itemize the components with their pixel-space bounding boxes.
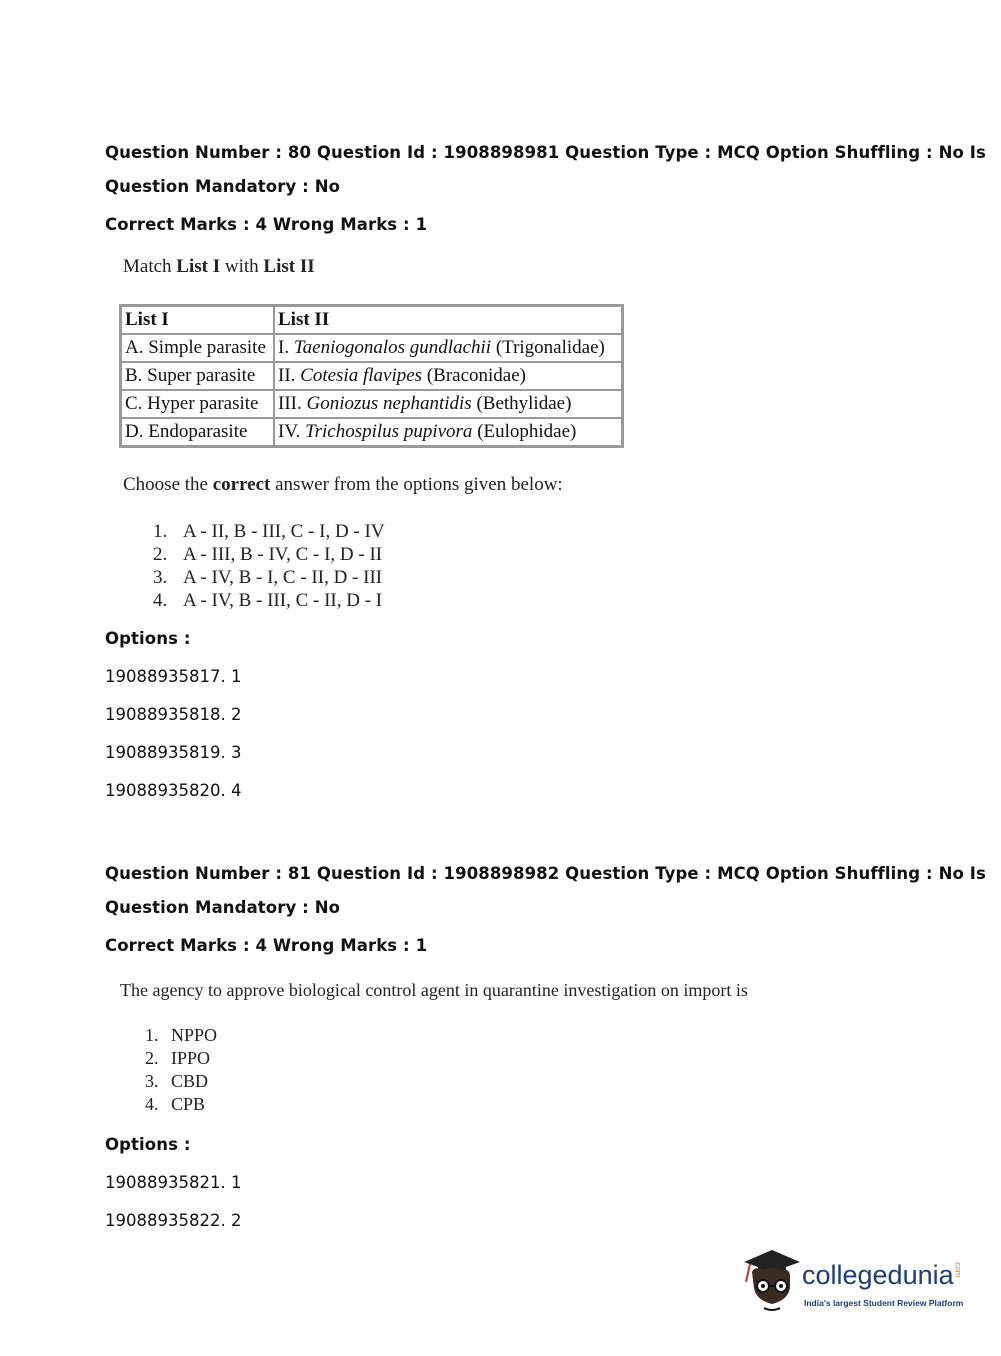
q81-options-label: Options : [105, 1135, 191, 1154]
logo-tagline: India's largest Student Review Platform [804, 1298, 964, 1308]
table-cell-left: C. Hyper parasite [121, 390, 274, 418]
list-item: 1. A - II, B - III, C - I, D - IV [153, 521, 385, 542]
q80-header-line2: Question Mandatory : No [105, 177, 341, 196]
q80-options-label: Options : [105, 629, 191, 648]
q80-choice-list [153, 520, 385, 612]
list-item: 2. A - III, B - IV, C - I, D - II [153, 544, 383, 565]
table-cell-left: A. Simple parasite [121, 334, 274, 362]
q80-option-1: 19088935817. 1 [105, 667, 242, 686]
table-cell-right: II. Cotesia flavipes (Braconidae) [274, 362, 622, 390]
q81-option-2: 19088935822. 2 [105, 1211, 242, 1230]
collegedunia-logo [740, 1248, 970, 1318]
table-row [121, 390, 622, 418]
q80-option-2: 19088935818. 2 [105, 705, 242, 724]
q81-header-line1: Question Number : 81 Question Id : 1908898982 Question Type : MCQ Option Shuffling : No Is [105, 864, 986, 883]
table-cell-left: D. Endoparasite [121, 418, 274, 446]
table-header-row [121, 306, 622, 334]
list-item: 3. CBD [145, 1071, 209, 1091]
logo-wordmark: collegedunia.com [802, 1260, 963, 1290]
list-item: 2. IPPO [145, 1048, 211, 1068]
table-cell-left: B. Super parasite [121, 362, 274, 390]
list-item: 4. A - IV, B - III, C - II, D - I [153, 590, 383, 611]
table-row [121, 334, 622, 362]
table-cell-right: III. Goniozus nephantidis (Bethylidae) [274, 390, 622, 418]
table-row [121, 362, 622, 390]
q80-choose-instruction: Choose the correct answer from the options given below: [123, 474, 563, 495]
q80-prompt: Match List I with List II [123, 256, 315, 277]
q80-marks: Correct Marks : 4 Wrong Marks : 1 [105, 215, 428, 234]
match-table [119, 304, 624, 448]
list-item: 1. NPPO [145, 1025, 218, 1045]
table-head-list1: List I [121, 306, 274, 334]
q80-header-line1: Question Number : 80 Question Id : 1908898981 Question Type : MCQ Option Shuffling : No Is [105, 143, 986, 162]
q81-choice-list [145, 1024, 217, 1116]
table-row [121, 418, 622, 446]
list-item: 3. A - IV, B - I, C - II, D - III [153, 567, 383, 588]
q81-option-1: 19088935821. 1 [105, 1173, 242, 1192]
q81-header-line2: Question Mandatory : No [105, 898, 341, 917]
table-cell-right: IV. Trichospilus pupivora (Eulophidae) [274, 418, 622, 446]
list-item: 4. CPB [145, 1094, 206, 1114]
table-head-list2: List II [274, 306, 622, 334]
mascot-icon [740, 1248, 802, 1314]
q81-marks: Correct Marks : 4 Wrong Marks : 1 [105, 936, 428, 955]
table-cell-right: I. Taeniogonalos gundlachii (Trigonalidae) [274, 334, 622, 362]
q80-option-4: 19088935820. 4 [105, 781, 242, 800]
q81-prompt: The agency to approve biological control agent in quarantine investigation on import is [120, 980, 748, 1000]
q80-option-3: 19088935819. 3 [105, 743, 242, 762]
